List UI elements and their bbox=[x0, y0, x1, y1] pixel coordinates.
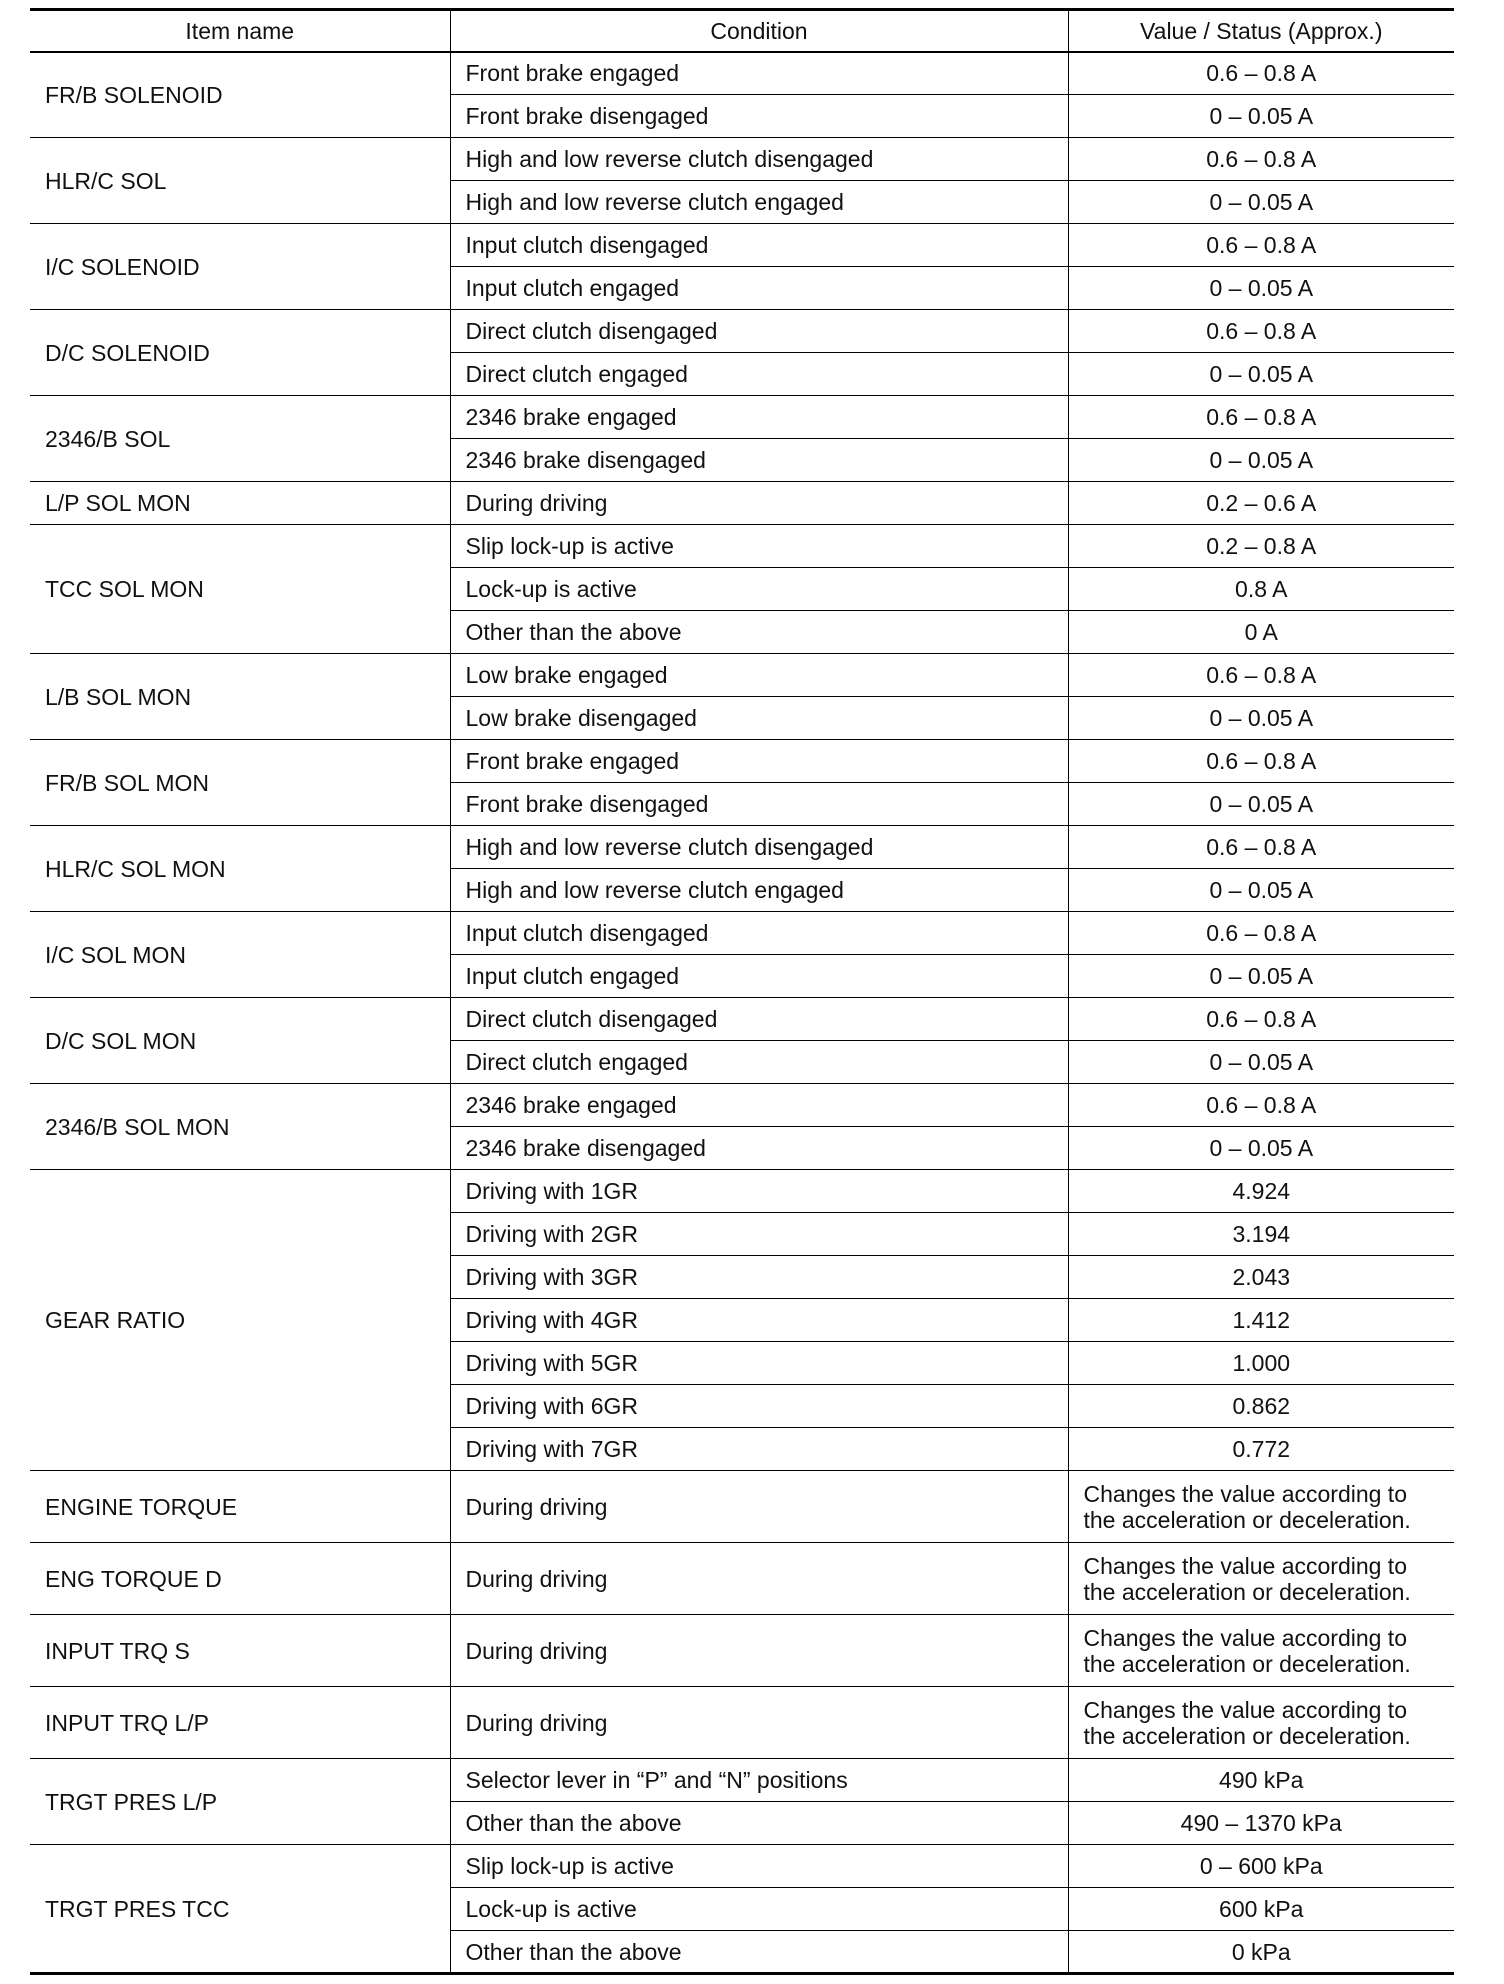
condition-cell: Front brake disengaged bbox=[450, 783, 1068, 826]
item-name-cell: FR/B SOLENOID bbox=[30, 52, 450, 138]
value-cell: 0 – 600 kPa bbox=[1068, 1845, 1454, 1888]
condition-cell: 2346 brake engaged bbox=[450, 396, 1068, 439]
condition-cell: Lock-up is active bbox=[450, 1888, 1068, 1931]
value-cell: 0 – 0.05 A bbox=[1068, 353, 1454, 396]
value-cell: 0.772 bbox=[1068, 1428, 1454, 1471]
condition-cell: High and low reverse clutch engaged bbox=[450, 869, 1068, 912]
value-line: Changes the value according to bbox=[1083, 1624, 1407, 1651]
condition-cell: High and low reverse clutch disengaged bbox=[450, 138, 1068, 181]
document-page bbox=[30, 8, 1454, 1975]
table-row bbox=[30, 224, 1454, 267]
value-cell: 0 – 0.05 A bbox=[1068, 267, 1454, 310]
condition-cell: During driving bbox=[450, 1471, 1068, 1543]
condition-cell: Other than the above bbox=[450, 1931, 1068, 1974]
value-cell: 0 kPa bbox=[1068, 1931, 1454, 1974]
table-row bbox=[30, 740, 1454, 783]
value-line: the acceleration or deceleration. bbox=[1083, 1722, 1411, 1749]
value-line: Changes the value according to bbox=[1083, 1480, 1407, 1507]
value-cell: 1.000 bbox=[1068, 1342, 1454, 1385]
table-row bbox=[30, 826, 1454, 869]
value-cell bbox=[1068, 1543, 1454, 1615]
column-header-condition: Condition bbox=[450, 10, 1068, 52]
condition-cell: Slip lock-up is active bbox=[450, 525, 1068, 568]
condition-cell: Direct clutch disengaged bbox=[450, 310, 1068, 353]
value-cell: 0 – 0.05 A bbox=[1068, 181, 1454, 224]
value-cell: 0 – 0.05 A bbox=[1068, 783, 1454, 826]
value-cell: 600 kPa bbox=[1068, 1888, 1454, 1931]
item-name-cell: I/C SOLENOID bbox=[30, 224, 450, 310]
item-name-cell: ENGINE TORQUE bbox=[30, 1471, 450, 1543]
table-row bbox=[30, 912, 1454, 955]
value-line: Changes the value according to bbox=[1083, 1552, 1407, 1579]
condition-cell: Input clutch engaged bbox=[450, 267, 1068, 310]
condition-cell: During driving bbox=[450, 1543, 1068, 1615]
header-row bbox=[30, 10, 1454, 52]
condition-cell: Driving with 4GR bbox=[450, 1299, 1068, 1342]
condition-cell: 2346 brake disengaged bbox=[450, 439, 1068, 482]
value-cell: 0.6 – 0.8 A bbox=[1068, 998, 1454, 1041]
condition-cell: Direct clutch disengaged bbox=[450, 998, 1068, 1041]
condition-cell: Driving with 2GR bbox=[450, 1213, 1068, 1256]
item-name-cell: 2346/B SOL MON bbox=[30, 1084, 450, 1170]
value-cell: 0 – 0.05 A bbox=[1068, 439, 1454, 482]
item-name-cell: GEAR RATIO bbox=[30, 1170, 450, 1471]
value-cell: 3.194 bbox=[1068, 1213, 1454, 1256]
value-cell bbox=[1068, 1615, 1454, 1687]
column-header-item-name: Item name bbox=[30, 10, 450, 52]
item-name-cell: I/C SOL MON bbox=[30, 912, 450, 998]
value-cell: 0.2 – 0.8 A bbox=[1068, 525, 1454, 568]
table-row bbox=[30, 1845, 1454, 1888]
item-name-cell: INPUT TRQ L/P bbox=[30, 1687, 450, 1759]
table-row bbox=[30, 1543, 1454, 1615]
condition-cell: During driving bbox=[450, 1615, 1068, 1687]
value-cell: 0 – 0.05 A bbox=[1068, 697, 1454, 740]
table-row bbox=[30, 1471, 1454, 1543]
value-cell: 0 – 0.05 A bbox=[1068, 1041, 1454, 1084]
table-body bbox=[30, 52, 1454, 1974]
value-cell: 0 – 0.05 A bbox=[1068, 869, 1454, 912]
value-cell: 0.6 – 0.8 A bbox=[1068, 826, 1454, 869]
condition-cell: Input clutch disengaged bbox=[450, 912, 1068, 955]
table-row bbox=[30, 396, 1454, 439]
item-name-cell: TRGT PRES L/P bbox=[30, 1759, 450, 1845]
value-cell: 0.8 A bbox=[1068, 568, 1454, 611]
condition-cell: Driving with 7GR bbox=[450, 1428, 1068, 1471]
condition-cell: Slip lock-up is active bbox=[450, 1845, 1068, 1888]
condition-cell: Input clutch engaged bbox=[450, 955, 1068, 998]
condition-cell: Front brake engaged bbox=[450, 740, 1068, 783]
item-name-cell: INPUT TRQ S bbox=[30, 1615, 450, 1687]
value-cell: 0 – 0.05 A bbox=[1068, 1127, 1454, 1170]
table-row bbox=[30, 310, 1454, 353]
table-row bbox=[30, 1687, 1454, 1759]
value-cell: 4.924 bbox=[1068, 1170, 1454, 1213]
table-row bbox=[30, 1615, 1454, 1687]
condition-cell: 2346 brake disengaged bbox=[450, 1127, 1068, 1170]
table-row bbox=[30, 998, 1454, 1041]
condition-cell: Lock-up is active bbox=[450, 568, 1068, 611]
table-row bbox=[30, 52, 1454, 95]
value-line: the acceleration or deceleration. bbox=[1083, 1650, 1411, 1677]
data-monitor-table bbox=[30, 8, 1454, 1975]
condition-cell: During driving bbox=[450, 1687, 1068, 1759]
condition-cell: 2346 brake engaged bbox=[450, 1084, 1068, 1127]
value-line: the acceleration or deceleration. bbox=[1083, 1506, 1411, 1533]
condition-cell: Other than the above bbox=[450, 611, 1068, 654]
table-row bbox=[30, 1170, 1454, 1213]
table-row bbox=[30, 482, 1454, 525]
value-cell: 0.2 – 0.6 A bbox=[1068, 482, 1454, 525]
value-cell: 0.6 – 0.8 A bbox=[1068, 138, 1454, 181]
table-row bbox=[30, 525, 1454, 568]
condition-cell: Driving with 5GR bbox=[450, 1342, 1068, 1385]
item-name-cell: D/C SOL MON bbox=[30, 998, 450, 1084]
value-cell: 0.6 – 0.8 A bbox=[1068, 654, 1454, 697]
table-row bbox=[30, 138, 1454, 181]
item-name-cell: L/P SOL MON bbox=[30, 482, 450, 525]
condition-cell: Low brake disengaged bbox=[450, 697, 1068, 740]
condition-cell: Front brake engaged bbox=[450, 52, 1068, 95]
condition-cell: During driving bbox=[450, 482, 1068, 525]
item-name-cell: D/C SOLENOID bbox=[30, 310, 450, 396]
condition-cell: Driving with 1GR bbox=[450, 1170, 1068, 1213]
value-line: the acceleration or deceleration. bbox=[1083, 1578, 1411, 1605]
item-name-cell: TCC SOL MON bbox=[30, 525, 450, 654]
condition-cell: High and low reverse clutch disengaged bbox=[450, 826, 1068, 869]
value-cell: 0.6 – 0.8 A bbox=[1068, 52, 1454, 95]
value-cell: 0.6 – 0.8 A bbox=[1068, 310, 1454, 353]
item-name-cell: HLR/C SOL MON bbox=[30, 826, 450, 912]
table-row bbox=[30, 654, 1454, 697]
condition-cell: Driving with 3GR bbox=[450, 1256, 1068, 1299]
value-cell: 0.6 – 0.8 A bbox=[1068, 396, 1454, 439]
value-cell: 0 – 0.05 A bbox=[1068, 955, 1454, 998]
item-name-cell: TRGT PRES TCC bbox=[30, 1845, 450, 1974]
value-line: Changes the value according to bbox=[1083, 1696, 1407, 1723]
value-cell: 0.6 – 0.8 A bbox=[1068, 912, 1454, 955]
value-cell: 0 A bbox=[1068, 611, 1454, 654]
item-name-cell: L/B SOL MON bbox=[30, 654, 450, 740]
value-cell: 2.043 bbox=[1068, 1256, 1454, 1299]
value-cell bbox=[1068, 1687, 1454, 1759]
table-row bbox=[30, 1084, 1454, 1127]
value-cell bbox=[1068, 1471, 1454, 1543]
table-row bbox=[30, 1759, 1454, 1802]
value-cell: 1.412 bbox=[1068, 1299, 1454, 1342]
column-header-value-status: Value / Status (Approx.) bbox=[1068, 10, 1454, 52]
item-name-cell: ENG TORQUE D bbox=[30, 1543, 450, 1615]
condition-cell: Input clutch disengaged bbox=[450, 224, 1068, 267]
condition-cell: Direct clutch engaged bbox=[450, 353, 1068, 396]
condition-cell: Other than the above bbox=[450, 1802, 1068, 1845]
condition-cell: High and low reverse clutch engaged bbox=[450, 181, 1068, 224]
condition-cell: Driving with 6GR bbox=[450, 1385, 1068, 1428]
value-cell: 0 – 0.05 A bbox=[1068, 95, 1454, 138]
condition-cell: Selector lever in “P” and “N” positions bbox=[450, 1759, 1068, 1802]
item-name-cell: HLR/C SOL bbox=[30, 138, 450, 224]
condition-cell: Front brake disengaged bbox=[450, 95, 1068, 138]
item-name-cell: 2346/B SOL bbox=[30, 396, 450, 482]
table-header bbox=[30, 10, 1454, 52]
condition-cell: Low brake engaged bbox=[450, 654, 1068, 697]
value-cell: 0.862 bbox=[1068, 1385, 1454, 1428]
condition-cell: Direct clutch engaged bbox=[450, 1041, 1068, 1084]
value-cell: 490 – 1370 kPa bbox=[1068, 1802, 1454, 1845]
value-cell: 0.6 – 0.8 A bbox=[1068, 1084, 1454, 1127]
value-cell: 0.6 – 0.8 A bbox=[1068, 740, 1454, 783]
item-name-cell: FR/B SOL MON bbox=[30, 740, 450, 826]
value-cell: 490 kPa bbox=[1068, 1759, 1454, 1802]
value-cell: 0.6 – 0.8 A bbox=[1068, 224, 1454, 267]
